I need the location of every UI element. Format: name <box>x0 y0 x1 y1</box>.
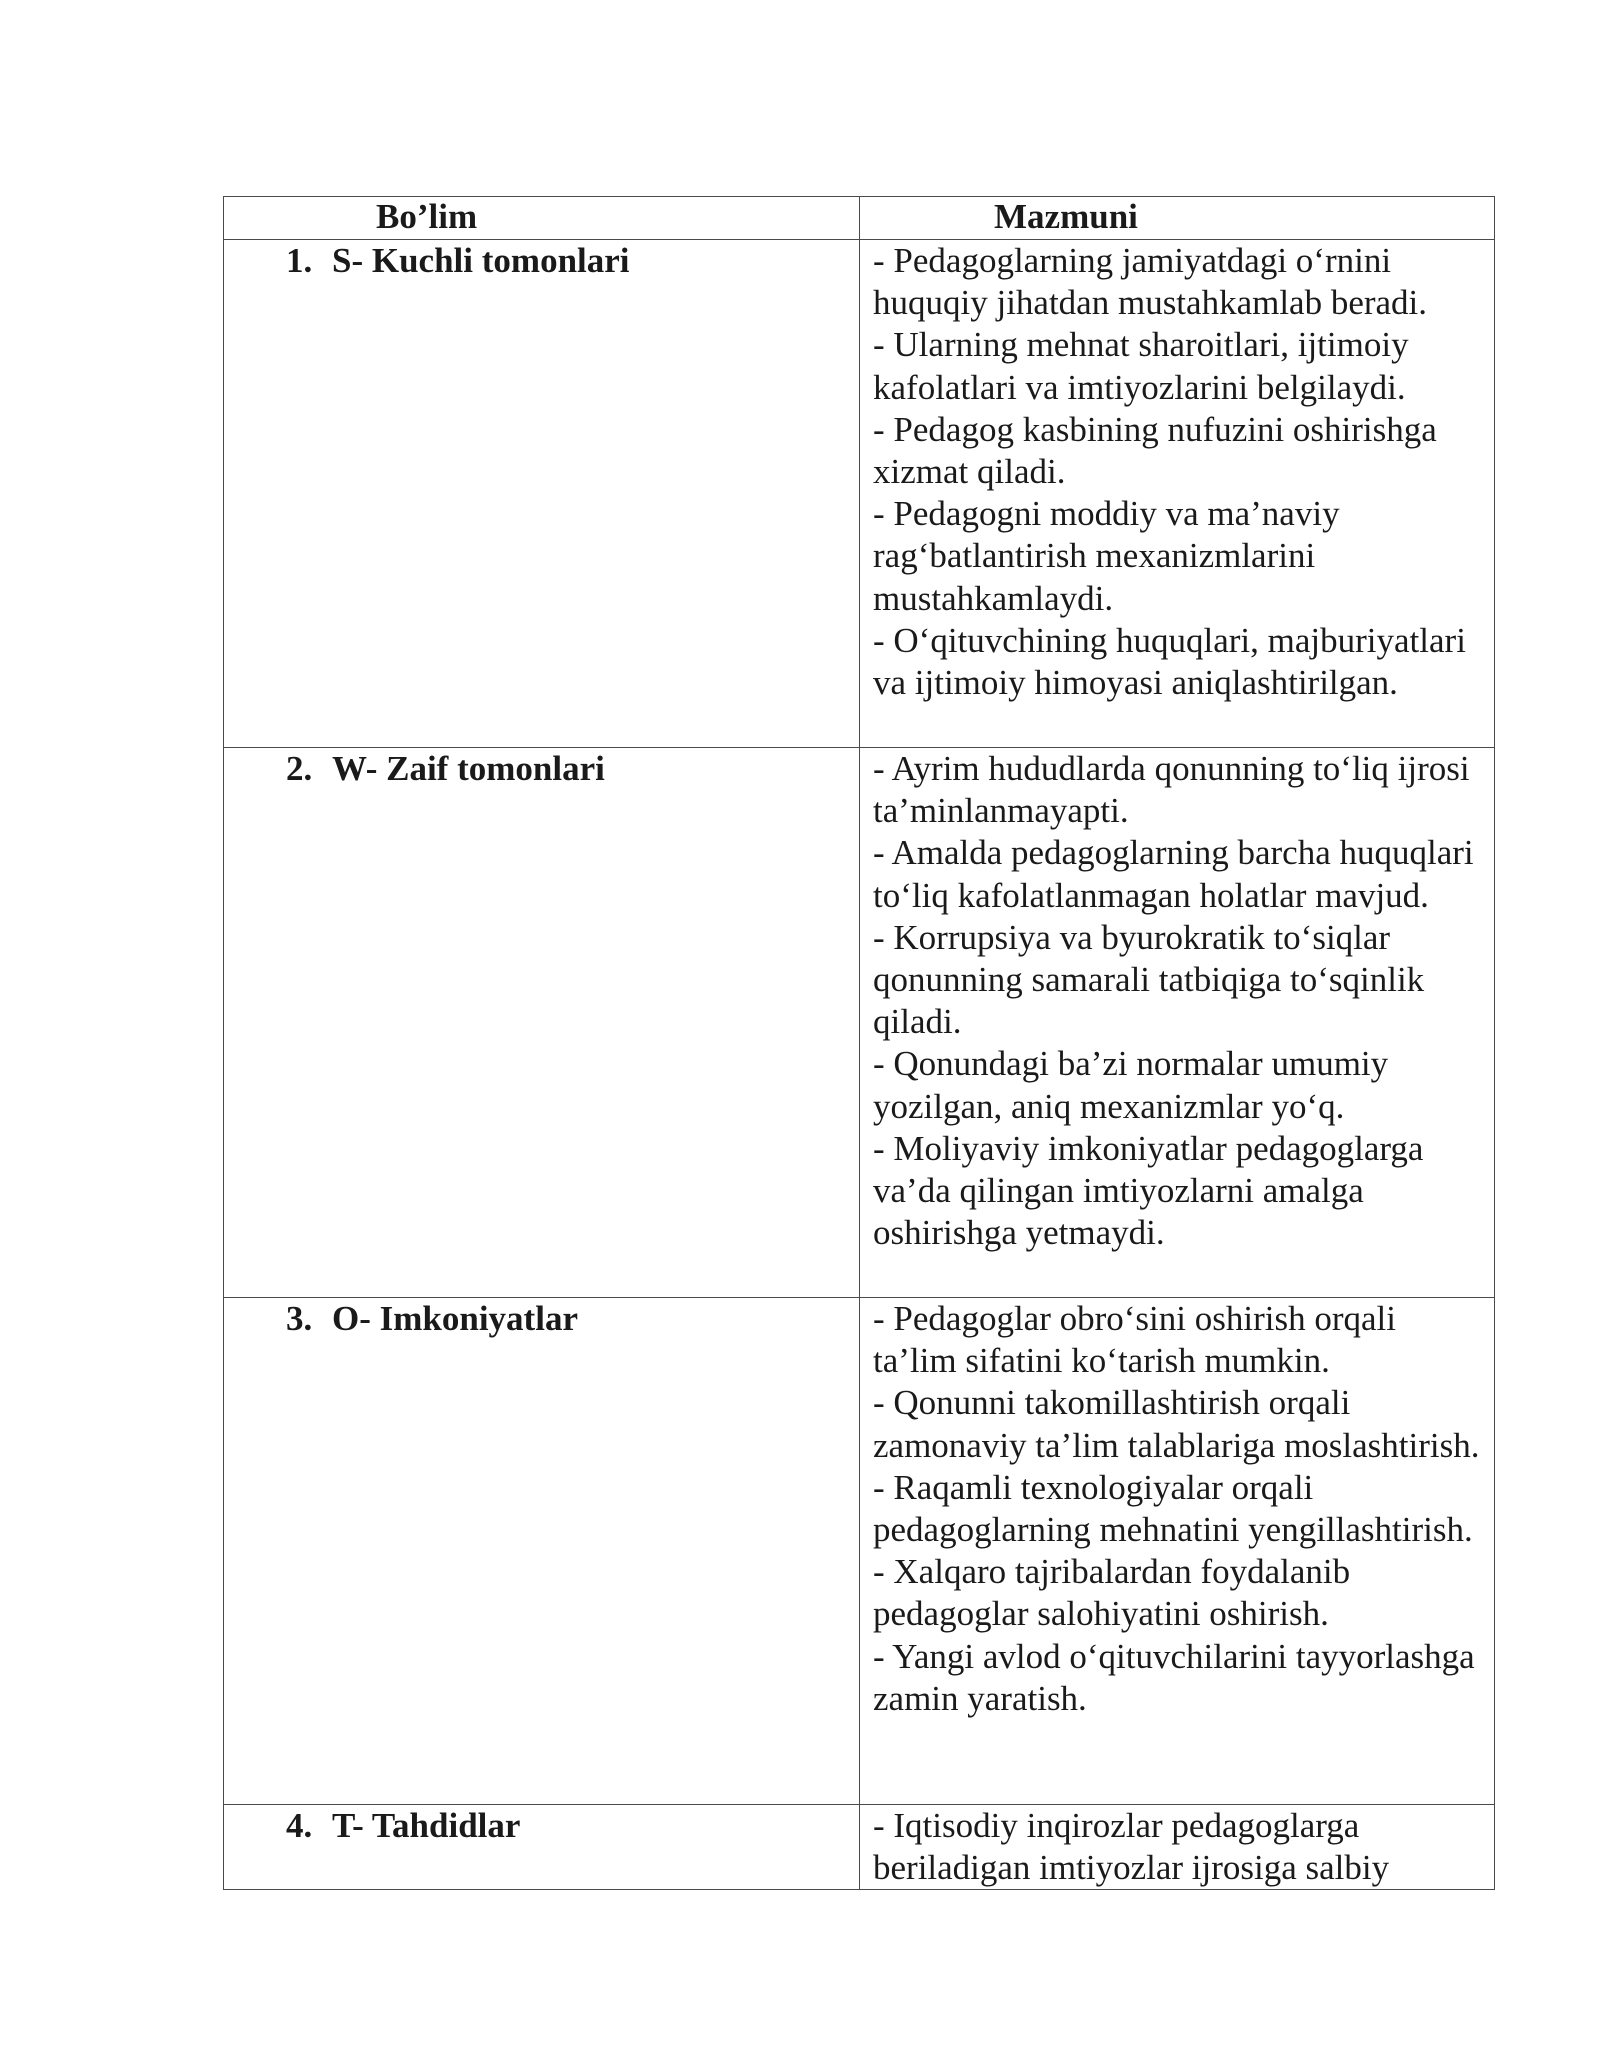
content-point: - Pedagoglar obro‘sini oshirish orqali ta’lim sifatini ko‘tarish mumkin. <box>873 1299 1396 1381</box>
content-point: - Xalqaro tajribalardan foydalanib pedagoglar salohiyatini oshirish. <box>873 1552 1351 1634</box>
content-point: - Iqtisodiy inqirozlar pedagoglarga beriladigan imtiyozlar ijrosiga salbiy <box>873 1806 1390 1888</box>
content-cell <box>860 240 1495 748</box>
section-title: O- Imkoniyatlar <box>332 1299 578 1338</box>
table-row-weaknesses <box>224 748 1495 1298</box>
section-number: 3. <box>286 1299 313 1338</box>
section-title: W- Zaif tomonlari <box>332 749 605 788</box>
content-point: - Ularning mehnat sharoitlari, ijtimoiy kafolatlari va imtiyozlarini belgilaydi. <box>873 325 1409 407</box>
content-point: - Qonundagi ba’zi normalar umumiy yozilgan, aniq mexanizmlar yo‘q. <box>873 1044 1389 1126</box>
content-point: - Moliyaviy imkoniyatlar pedagoglarga va’da qilingan imtiyozlarni amalga oshirishga yetmaydi. <box>873 1128 1424 1253</box>
section-cell <box>224 240 860 748</box>
content-cell <box>860 1805 1495 1890</box>
header-section: Bo’lim <box>224 197 860 240</box>
content-point: - Amalda pedagoglarning barcha huquqlari to‘liq kafolatlanmagan holatlar mavjud. <box>873 833 1474 915</box>
content-point: - Korrupsiya va byurokratik to‘siqlar qonunning samarali tatbiqiga to‘sqinlik qiladi. <box>873 917 1425 1042</box>
content-point: - Ayrim hududlarda qonunning to‘liq ijrosi ta’minlanmayapti. <box>873 749 1470 831</box>
content-point: - Pedagogni moddiy va ma’naviy rag‘batlantirish mexanizmlarini mustahkamlaydi. <box>873 494 1340 618</box>
content-point: - O‘qituvchining huquqlari, majburiyatlari va ijtimoiy himoyasi aniqlashtirilgan. <box>873 620 1466 703</box>
content-cell <box>860 1298 1495 1805</box>
section-number: 4. <box>286 1806 313 1845</box>
content-point: - Yangi avlod o‘qituvchilarini tayyorlashga zamin yaratish. <box>873 1636 1475 1718</box>
content-point: - Qonunni takomillashtirish orqali zamonaviy ta’lim talablariga moslashtirish. <box>873 1383 1480 1465</box>
header-content: Mazmuni <box>860 197 1495 240</box>
section-cell <box>224 1298 860 1805</box>
table-header-row <box>224 197 1495 240</box>
table-row-threats <box>224 1805 1495 1890</box>
swot-table <box>223 196 1495 1890</box>
section-number: 1. <box>286 241 313 280</box>
section-number: 2. <box>286 749 313 788</box>
content-point: - Pedagoglarning jamiyatdagi o‘rnini huquqiy jihatdan mustahkamlab beradi. <box>873 241 1428 323</box>
section-title: T- Tahdidlar <box>332 1806 521 1845</box>
content-point: - Pedagog kasbining nufuzini oshirishga xizmat qiladi. <box>873 409 1437 492</box>
content-cell <box>860 748 1495 1298</box>
section-cell <box>224 748 860 1298</box>
content-point: - Raqamli texnologiyalar orqali pedagoglarning mehnatini yengillashtirish. <box>873 1467 1473 1550</box>
section-title: S- Kuchli tomonlari <box>332 241 630 280</box>
table-row-opportunities <box>224 1298 1495 1805</box>
section-cell <box>224 1805 860 1890</box>
table-row-strengths <box>224 240 1495 748</box>
